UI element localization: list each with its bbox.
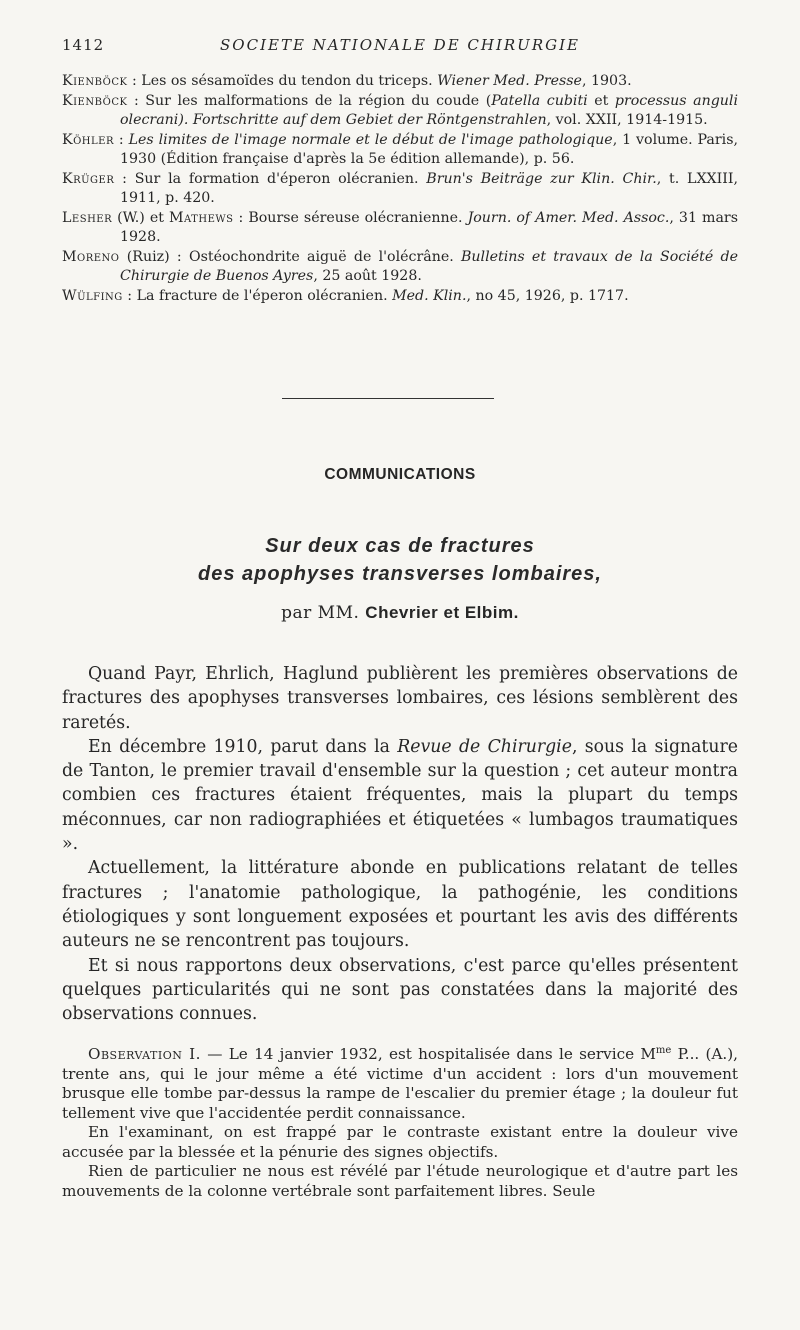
article-title-line: Sur deux cas de fractures bbox=[265, 535, 535, 557]
byline: par MM. Chevrier et Elbim. bbox=[281, 603, 519, 623]
reference-journal: Bulletins et travaux de la Société de Chirurgie de Buenos Ayres bbox=[120, 248, 738, 284]
reference-item: Kienböck : Les os sésamoïdes du tendon du triceps. Wiener Med. Presse, 1903. bbox=[62, 73, 632, 89]
paragraph: Actuellement, la littérature abonde en publications relatant de telles fractures ; l'anatomie pathologique, la pathogénie, les conditions étiologiques y sont longuement exposées et pourtant les avis des différents auteurs ne se rencontrent pas toujours. bbox=[62, 858, 738, 952]
reference-item: Krüger : Sur la formation d'éperon olécranien. Brun's Beiträge zur Klin. Chir., t. LXXIII, 1911, p. 420. bbox=[62, 170, 738, 206]
reference-author: Kienböck bbox=[62, 92, 128, 109]
reference-item: Lesher (W.) et Mathews : Bourse séreuse olécranienne. Journ. of Amer. Med. Assoc., 31 mars 1928. bbox=[62, 209, 738, 245]
reference-item: Moreno (Ruiz) : Ostéochondrite aiguë de l'olécrâne. Bulletins et travaux de la Société de Chirurgie de Buenos Ayres, 25 août 1928. bbox=[62, 248, 738, 284]
running-header bbox=[62, 36, 738, 60]
paragraph: En l'examinant, on est frappé par le contraste existant entre la douleur vive accusée par la blessée et la pénurie des signes objectifs. bbox=[62, 1123, 738, 1161]
paragraph: En décembre 1910, parut dans la Revue de Chirurgie, sous la signature de Tanton, le premier travail d'ensemble sur la question ; cet auteur montra combien ces fractures étaient fréquentes, mais la plupart du temps méconnues, car non radiographiées et étiquetées « lumbagos traumatiques ». bbox=[62, 736, 738, 855]
paragraph: Quand Payr, Ehrlich, Haglund publièrent les premières observations de fractures des apophyses transverses lombaires, ces lésions semblèrent des raretés. bbox=[62, 664, 738, 733]
reference-journal: Journ. of Amer. Med. Assoc. bbox=[467, 209, 670, 226]
paragraph: Rien de particulier ne nous est révélé par l'étude neurologique et d'autre part les mouvements de la colonne vertébrale sont parfaitement libres. Seule bbox=[62, 1162, 738, 1200]
reference-journal: Les limites de l'image normale et le début de l'image pathologique bbox=[128, 131, 613, 148]
reference-journal: Brun's Beiträge zur Klin. Chir. bbox=[426, 170, 657, 187]
reference-author: Kienböck bbox=[62, 73, 128, 89]
reference-author: Mathews bbox=[168, 209, 234, 226]
journal-name: Revue de Chirurgie bbox=[397, 736, 572, 757]
reference-journal: Wiener Med. Presse bbox=[437, 73, 582, 89]
paragraph: Et si nous rapportons deux observations, c'est parce qu'elles présentent quelques particularités qui ne sont pas constatées dans la majorité des observations connues. bbox=[62, 955, 738, 1025]
reference-journal: Med. Klin. bbox=[392, 287, 467, 304]
running-title: SOCIETE NATIONALE DE CHIRURGIE bbox=[220, 36, 580, 54]
article-body bbox=[62, 662, 738, 1026]
observation-label: Observation I. bbox=[88, 1045, 201, 1063]
observation-block bbox=[62, 1045, 738, 1201]
reference-author: Krüger bbox=[62, 170, 115, 187]
page-number: 1412 bbox=[62, 36, 105, 54]
article-title-line: des apophyses transverses lombaires, bbox=[198, 563, 602, 585]
bibliography bbox=[62, 72, 738, 306]
reference-journal: processus anguli olecrani). Fortschritte auf dem Gebiet der Röntgenstrahlen bbox=[120, 92, 738, 128]
section-divider bbox=[282, 398, 494, 399]
reference-journal: Patella cubiti bbox=[491, 92, 588, 109]
reference-item: Kienböck : Sur les malformations de la région du coude (Patella cubiti et processus anguli olecrani). Fortschritte auf dem Gebiet der Röntgenstrahlen, vol. XXII, 1914-1915. bbox=[62, 92, 738, 128]
reference-author: Moreno bbox=[62, 248, 120, 265]
reference-author: Köhler bbox=[62, 131, 114, 148]
reference-item: Köhler : Les limites de l'image normale et le début de l'image pathologique, 1 volume. Paris, 1930 (Édition française d'après la 5e édition allemande), p. 56. bbox=[62, 131, 739, 167]
section-heading: COMMUNICATIONS bbox=[324, 466, 476, 483]
reference-item: Wülfing : La fracture de l'éperon olécranien. Med. Klin., no 45, 1926, p. 1717. bbox=[62, 287, 629, 304]
reference-author: Wülfing bbox=[62, 287, 123, 304]
reference-author: Lesher bbox=[62, 209, 113, 226]
article-title bbox=[0, 532, 800, 588]
byline-authors: Chevrier et Elbim. bbox=[365, 603, 519, 622]
paragraph: Observation I. — Le 14 janvier 1932, est hospitalisée dans le service $M^{me}$ P... (A.), trente ans, qui le jour même a été victime d'un accident : lors d'un mouvement brusque elle tombe par-dessus la rampe de l'escalier du premier étage ; la douleur fut tellement vive que l'accidentée perdit connaissance. bbox=[62, 1044, 738, 1122]
